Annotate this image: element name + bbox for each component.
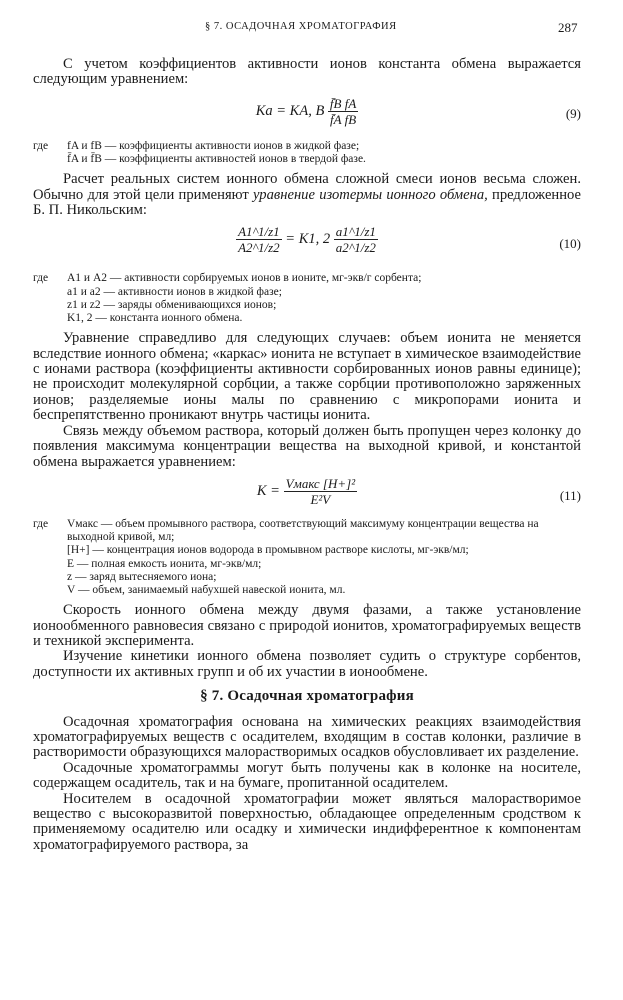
definition-row (33, 140, 581, 153)
equation-11-fraction (284, 476, 358, 507)
running-title: § 7. ОСАДОЧНАЯ ХРОМАТОГРАФИЯ (205, 21, 397, 32)
definition-text: a1 и a2 — активности ионов в жидкой фазе; (67, 285, 282, 298)
equation-11-definitions (33, 518, 581, 597)
definition-lead: где (33, 517, 49, 530)
equation-9-fraction (328, 96, 358, 127)
definition-text: z — заряд вытесняемого иона; (67, 570, 217, 583)
definition-lead: где (33, 272, 49, 285)
equation-10-left-denominator: A2^1/z2 (238, 240, 280, 256)
term-isotherm-equation: уравнение изотермы ионного обмена, (253, 186, 488, 203)
paragraph-kinetics: Изучение кинетики ионного обмена позволяет судить о структуре сорбентов, доступности их активных групп и об их участии в ионообмене. (33, 648, 581, 680)
definition-lead (33, 544, 67, 557)
paragraph-chromatograms: Осадочные хроматограммы могут быть получены как в колонке на носителе, содержащем осадитель, так и на бумаге, пропитанной осадителем. (33, 759, 581, 792)
definition-lead (33, 584, 67, 597)
equation-11-numerator: Vмакс [H+]² (285, 475, 356, 491)
equation-10-right-fraction (334, 224, 378, 255)
definition-row (33, 286, 581, 299)
equation-10-middle: = K1, 2 (285, 231, 331, 248)
paragraph-text: Расчет реальных систем ионного обмена сложной смеси ионов весьма сложен. Обычно для этой цели применяют (33, 171, 581, 203)
paragraph-conditions: Уравнение справедливо для следующих случаев: объем ионита не меняется вследствие ионного обмена; «каркас» ионита не вступает в химическое взаимодействие с ионами раствора (коэффициенты активности сорбированных ионов равны единице); не происходит молекулярной сорбции, а также сорбции противоположно заряженных ионов; разделяемые ионы малы по сравнению с микропорами ионита и беспрепятственно проникают внутрь частицы ионита. (33, 330, 581, 424)
equation-10 (33, 222, 581, 268)
definition-lead (33, 558, 67, 571)
equation-10-right-numerator: a1^1/z1 (335, 224, 376, 240)
equation-11-left: K = (256, 482, 280, 499)
definition-text: Vмакс — объем промывного раствора, соответствующий максимуму концентрации вещества на выходной кривой, мл; (67, 517, 539, 544)
definition-row (33, 558, 581, 571)
equation-10-number: (10) (559, 236, 581, 252)
definition-text: z1 и z2 — заряды обменивающихся ионов; (67, 298, 277, 311)
definition-text: E — полная емкость ионита, мг-экв/мл; (67, 557, 262, 570)
equation-10-left-numerator: A1^1/z1 (238, 224, 280, 240)
definition-lead (33, 312, 67, 325)
paragraph-activity-coefficients: С учетом коэффициентов активности ионов константа обмена выражается следующим уравнением: (33, 56, 581, 88)
definition-text: f̄A и f̄B — коэффициенты активностей ионов в твердой фазе. (67, 153, 366, 166)
definition-row (33, 571, 581, 584)
equation-11-denominator: E²V (310, 491, 331, 507)
equation-9-numerator: f̄B fA (329, 95, 357, 111)
definition-lead: где (33, 139, 49, 152)
equation-10-left-fraction (236, 224, 282, 255)
definition-text: K1, 2 — константа ионного обмена. (67, 312, 243, 325)
definition-lead (33, 286, 67, 299)
paragraph-precipitation-basis: Осадочная хроматография основана на химических реакциях взаимодействия хроматографируемых веществ с осадителем, входящим в состав колонки, различие в растворимости образующихся малорастворимых осадков обусловливает их разделение. (33, 713, 581, 761)
paragraph-text-end: предложенное Б. П. Никольским: (33, 186, 581, 219)
page-body (33, 57, 581, 853)
definition-row (33, 312, 581, 325)
equation-9-left: Ka = KA, B (255, 102, 325, 119)
definition-lead (33, 299, 67, 312)
paragraph-exchange-rate: Скорость ионного обмена между двумя фазами, а также установление ионообменного равновесия связано с природой ионитов, хроматографируемых веществ и техникой эксперимента. (33, 602, 581, 649)
definition-lead (33, 153, 67, 166)
running-header (0, 21, 623, 39)
definition-lead (33, 571, 67, 584)
definition-text: fA и fB — коэффициенты активности ионов в жидкой фазе; (67, 139, 360, 152)
definition-row (33, 272, 581, 285)
section-title: § 7. Осадочная хроматография (200, 688, 414, 705)
equation-9-definitions (33, 140, 581, 166)
definition-row (33, 544, 581, 557)
definition-row (33, 299, 581, 312)
definition-text: [H+] — концентрация ионов водорода в промывном растворе кислоты, мг-экв/мл; (67, 544, 469, 557)
definition-row (33, 153, 581, 166)
equation-10-definitions (33, 272, 581, 325)
definition-text: V — объем, занимаемый набухшей навеской ионита, мл. (67, 583, 346, 596)
paragraph-volume-relation: Связь между объемом раствора, который должен быть пропущен через колонку до появления максимума концентрации вещества на выходной кривой, и константой обмена выражается уравнением: (33, 422, 581, 470)
equation-9-denominator: f̄A fB (330, 111, 357, 127)
paragraph-carrier: Носителем в осадочной хроматографии может являться малорастворимое вещество с высокоразвитой поверхностью, обладающее определенным сродством к применяемому осадителю или осадку и химически индифферентное к компонентам хроматографируемого раствора, за (33, 790, 581, 853)
definition-text: A1 и A2 — активности сорбируемых ионов в ионите, мг-экв/г сорбента; (67, 272, 422, 285)
equation-10-right-denominator: a2^1/z2 (335, 240, 376, 256)
page-number: 287 (558, 20, 578, 35)
equation-9-number: (9) (565, 105, 581, 121)
equation-11-number: (11) (559, 487, 581, 503)
equation-9 (33, 92, 581, 136)
definition-row (33, 584, 581, 597)
definition-row (33, 518, 581, 544)
paragraph-nikolsky (33, 172, 581, 218)
equation-11 (33, 474, 581, 514)
